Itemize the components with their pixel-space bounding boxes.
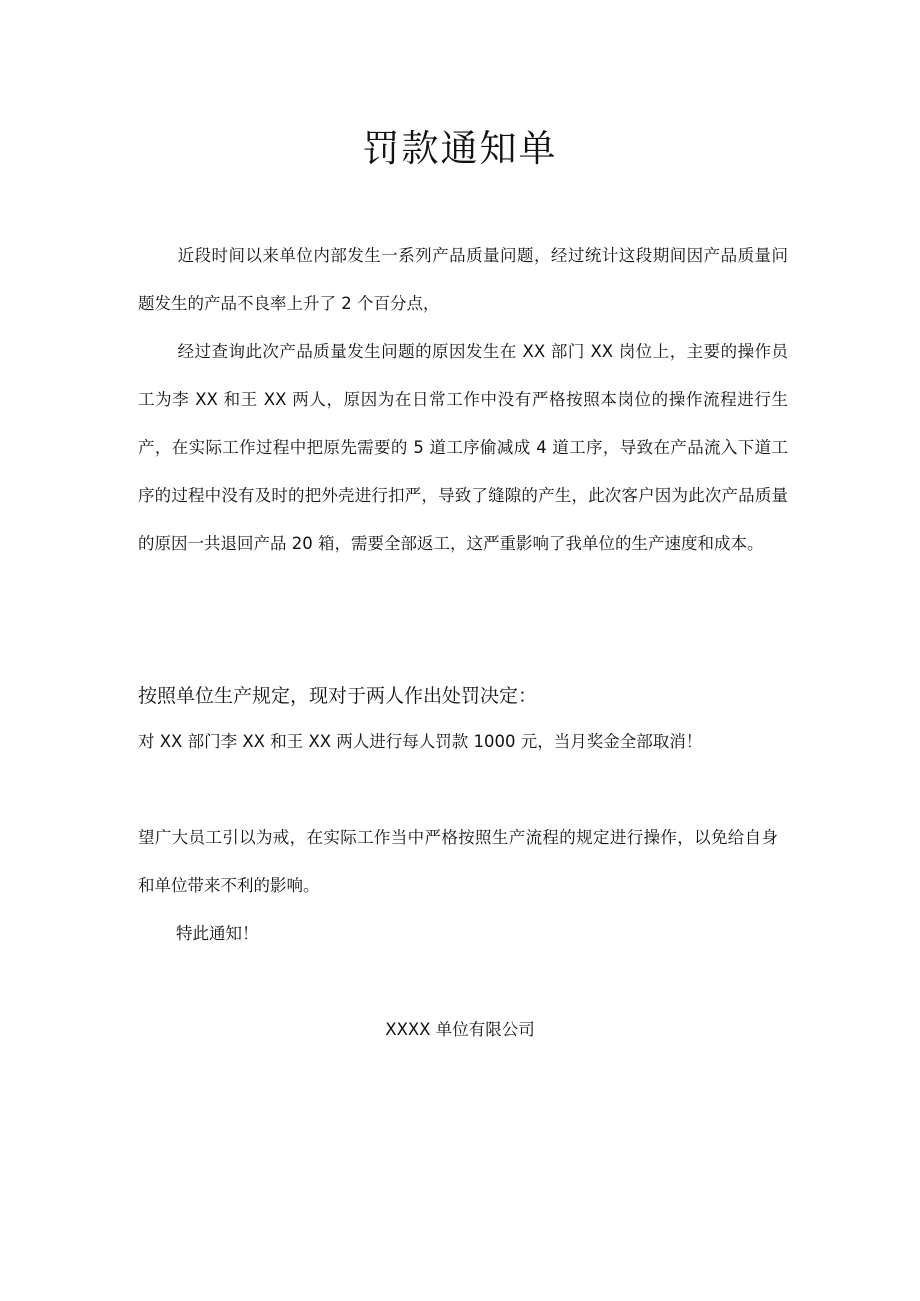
paragraph-text: 近段时间以来单位内部发生一系列产品质量问题，经过统计这段期间因产品质量问题发生的产品不良率上升了 2 个百分点， [138,246,788,313]
paragraph-cause [138,328,788,568]
paragraph-text: 经过查询此次产品质量发生问题的原因发生在 XX 部门 XX 岗位上，主要的操作员工为李 XX 和王 XX 两人，原因为在日常工作中没有严格按照本岗位的操作流程进行生产，在实际工作过程中把原先需要的 5 道工序偷减成 4 道工序，导致在产品流入下道工序的过程中没有及时的把外壳进行扣严，导致了缝隙的产生，此次客户因为此次产品质量的原因一共退回产品 20 箱，需要全部返工，这严重影响了我单位的生产速度和成本。 [138,342,788,553]
paragraph-warning [138,814,778,910]
notice-closing: 特此通知！ [176,924,259,943]
document-title: 罚款通知单 [362,127,558,170]
paragraph-quality-issues [138,232,788,328]
paragraph-text: 望广大员工引以为戒，在实际工作当中严格按照生产流程的规定进行操作，以免给自身和单位带来不利的影响。 [138,828,778,895]
penalty-statement: 对 XX 部门李 XX 和王 XX 两人进行每人罚款 1000 元，当月奖金全部取消！ [138,732,703,751]
company-signature: XXXX 单位有限公司 [385,1020,535,1039]
decision-heading: 按照单位生产规定，现对于两人作出处罚决定： [138,685,538,707]
